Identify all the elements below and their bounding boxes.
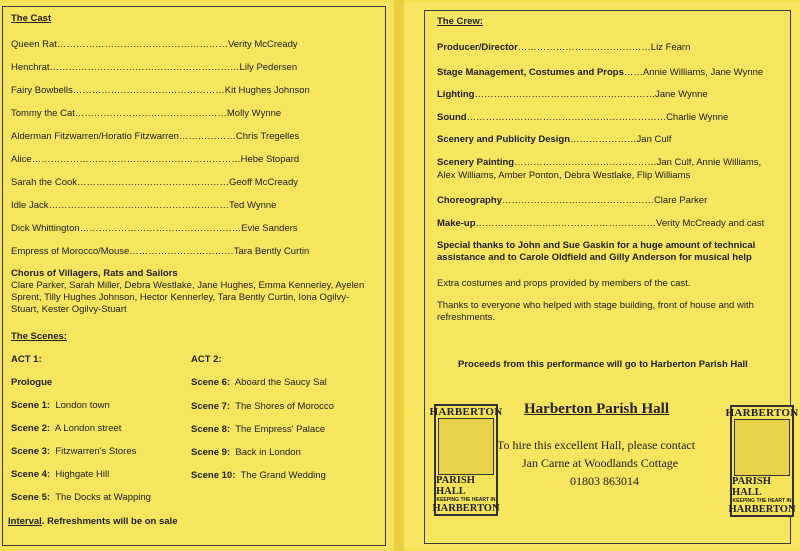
hall-contact-line: To hire this excellent Hall, please contact (497, 438, 696, 452)
crew-row: Scenery and Publicity Design…………………Jan Culf (437, 134, 672, 145)
act1-label: ACT 1: (11, 354, 42, 365)
hall-title: Harberton Parish Hall (524, 401, 669, 417)
scene-item: Scene 1: London town (11, 400, 110, 411)
hall-contact-name: Jan Carne at Woodlands Cottage (522, 456, 679, 470)
crew-row: Choreography…………………………………………Clare Parker (437, 195, 708, 206)
cast-row: Fairy Bowbells…………………………………………Kit Hughes Johnson (11, 85, 310, 96)
crew-row-continued: Alex Williams, Amber Ponton, Debra Westlake, Flip Williams (437, 170, 691, 181)
interval-line: Interval. Refreshments will be on sale (8, 516, 178, 527)
crew-heading: The Crew: (437, 16, 483, 27)
cast-row: Dick Whittington……………………………………………Evie Sanders (11, 223, 298, 234)
cast-row: Alice…………………………………………………………Hebe Stopard (11, 154, 300, 165)
scene-item: Scene 5: The Docks at Wapping (11, 492, 151, 503)
page-fold (394, 0, 404, 551)
village-illustration-icon (734, 419, 790, 476)
crew-row: Stage Management, Costumes and Props……Annie Williams, Jane Wynne (437, 67, 764, 78)
crew-row: Make-up…………………………………………………Verity McCready and cast (437, 218, 765, 229)
chorus-names: Clare Parker, Sarah Miller, Debra Westlake, Jane Hughes, Emma Kennerley, Ayelen Sprent, Tilly Hughes Johnson, Hector Kennerley, Tara Bently Curtin, Iona Ogilvy-Stuart, Kester Ogilvy-Stuart (11, 280, 365, 315)
extra-costumes: Extra costumes and props provided by members of the cast. (437, 278, 691, 289)
cast-row: Henchrat……………………………………………………Lily Pedersen (11, 62, 298, 73)
scene-item: Prologue (11, 377, 53, 388)
cast-row: Tommy the Cat…………………………………………Molly Wynne (11, 108, 282, 119)
scene-item: Scene 8: The Empress' Palace (191, 424, 326, 435)
crew-row: Sound………………………………………………………Charlie Wynne (437, 112, 729, 123)
scene-item: Scene 9: Back in London (191, 447, 301, 458)
hall-phone: 01803 863014 (570, 474, 639, 488)
harberton-logo-right: HARBERTON PARISH HALL KEEPING THE HEART IN HARBERTON (725, 407, 799, 515)
crew-row: Producer/Director……………………………………Liz Fearn (437, 42, 691, 53)
scene-item: Scene 10: The Grand Wedding (191, 470, 326, 481)
cast-heading: The Cast (11, 13, 52, 24)
cast-row: Queen Rat………………………………………………Verity McCready (11, 39, 298, 50)
village-illustration-icon (438, 418, 494, 475)
thanks-note: Thanks to everyone who helped with stage building, front of house and with refreshments. (437, 300, 754, 323)
cast-row: Sarah the Cook…………………………………………Geoff McCready (11, 177, 299, 188)
scene-item: Scene 6: Aboard the Saucy Sal (191, 377, 327, 388)
cast-row: Alderman Fitzwarren/Horatio Fitzwarren………………Chris Tregelles (11, 131, 300, 142)
harberton-logo-left: HARBERTON PARISH HALL KEEPING THE HEART IN HARBERTON (429, 406, 503, 514)
scene-item: Scene 2: A London street (11, 423, 122, 434)
crew-row: Lighting…………………………………………………Jane Wynne (437, 89, 708, 100)
scene-item: Scene 7: The Shores of Morocco (191, 401, 334, 412)
cast-row: Empress of Morocco/Mouse……………………………Tara Bently Curtin (11, 246, 310, 257)
scene-item: Scene 4: Highgate Hill (11, 469, 110, 480)
chorus-heading: Chorus of Villagers, Rats and Sailors (11, 268, 178, 279)
left-page (0, 2, 394, 549)
act2-label: ACT 2: (191, 354, 222, 365)
scene-item: Scene 3: Fitzwarren's Stores (11, 446, 137, 457)
proceeds-note: Proceeds from this performance will go to Harberton Parish Hall (458, 359, 748, 370)
special-thanks: Special thanks to John and Sue Gaskin for a huge amount of technical assistance and to Carole Oldfield and Gilly Anderson for musical help (437, 240, 756, 263)
scenes-heading: The Scenes: (11, 331, 67, 342)
right-page (404, 2, 800, 549)
crew-row: Scenery Painting………………………………………Jan Culf, Annie Williams, (437, 157, 762, 168)
cast-row: Idle Jack…………………………………………………Ted Wynne (11, 200, 277, 211)
